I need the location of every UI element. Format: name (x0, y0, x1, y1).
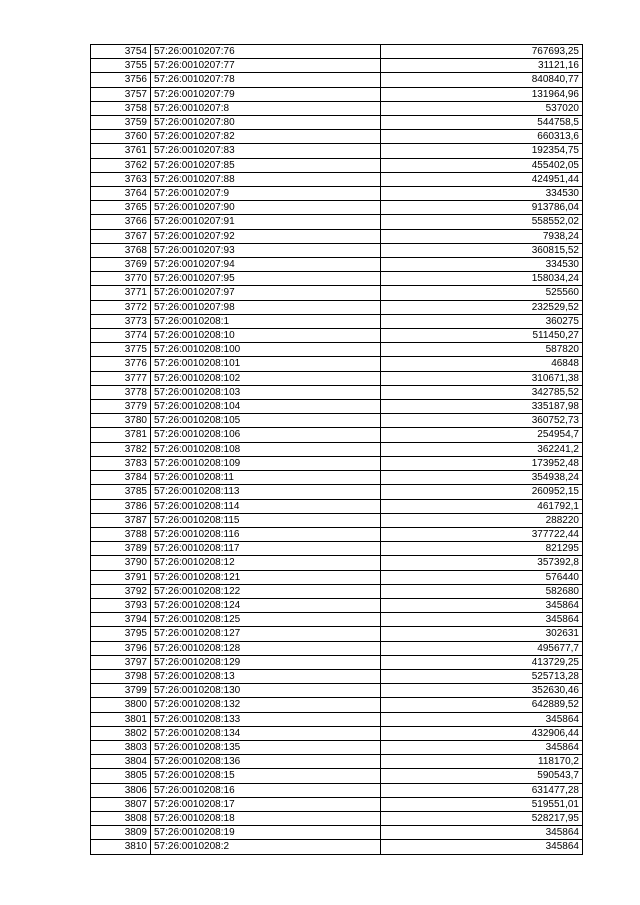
table-row (91, 116, 583, 130)
cadastral-number-cell: 57:26:0010207:92 (151, 229, 381, 243)
cadastral-number-cell: 57:26:0010208:104 (151, 400, 381, 414)
table-row (91, 456, 583, 470)
cadastral-number-cell: 57:26:0010208:105 (151, 414, 381, 428)
table-row (91, 613, 583, 627)
row-number-cell: 3775 (91, 343, 151, 357)
table-row (91, 556, 583, 570)
cadastral-value-cell: 413729,25 (381, 655, 583, 669)
cadastral-value-cell: 360815,52 (381, 243, 583, 257)
cadastral-value-cell: 192354,75 (381, 144, 583, 158)
row-number-cell: 3786 (91, 499, 151, 513)
table-row (91, 442, 583, 456)
cadastral-number-cell: 57:26:0010208:129 (151, 655, 381, 669)
table-row (91, 627, 583, 641)
cadastral-value-cell: 342785,52 (381, 385, 583, 399)
row-number-cell: 3774 (91, 329, 151, 343)
table-row (91, 59, 583, 73)
table-row (91, 755, 583, 769)
table-row (91, 513, 583, 527)
row-number-cell: 3764 (91, 187, 151, 201)
cadastral-value-cell: 345864 (381, 826, 583, 840)
table-row (91, 258, 583, 272)
table-row (91, 641, 583, 655)
cadastral-value-cell: 345864 (381, 598, 583, 612)
cadastral-value-cell: 345864 (381, 712, 583, 726)
table-row (91, 286, 583, 300)
table-row (91, 357, 583, 371)
cadastral-number-cell: 57:26:0010208:19 (151, 826, 381, 840)
cadastral-number-cell: 57:26:0010208:115 (151, 513, 381, 527)
cadastral-number-cell: 57:26:0010208:127 (151, 627, 381, 641)
row-number-cell: 3792 (91, 584, 151, 598)
row-number-cell: 3767 (91, 229, 151, 243)
cadastral-number-cell: 57:26:0010208:136 (151, 755, 381, 769)
cadastral-number-cell: 57:26:0010207:94 (151, 258, 381, 272)
cadastral-number-cell: 57:26:0010207:78 (151, 73, 381, 87)
cadastral-number-cell: 57:26:0010208:109 (151, 456, 381, 470)
cadastral-number-cell: 57:26:0010208:116 (151, 527, 381, 541)
row-number-cell: 3797 (91, 655, 151, 669)
table-row (91, 726, 583, 740)
row-number-cell: 3758 (91, 101, 151, 115)
cadastral-value-cell: 310671,38 (381, 371, 583, 385)
table-row (91, 428, 583, 442)
row-number-cell: 3762 (91, 158, 151, 172)
cadastral-value-cell: 455402,05 (381, 158, 583, 172)
table-row (91, 343, 583, 357)
table-row (91, 740, 583, 754)
cadastral-value-cell: 360275 (381, 314, 583, 328)
cadastral-value-cell: 511450,27 (381, 329, 583, 343)
cadastral-value-cell: 525713,28 (381, 669, 583, 683)
table-row (91, 769, 583, 783)
cadastral-value-cell: 525560 (381, 286, 583, 300)
row-number-cell: 3757 (91, 87, 151, 101)
row-number-cell: 3763 (91, 172, 151, 186)
row-number-cell: 3808 (91, 811, 151, 825)
table-row (91, 215, 583, 229)
row-number-cell: 3768 (91, 243, 151, 257)
cadastral-number-cell: 57:26:0010208:1 (151, 314, 381, 328)
table-row (91, 783, 583, 797)
row-number-cell: 3789 (91, 542, 151, 556)
cadastral-number-cell: 57:26:0010207:83 (151, 144, 381, 158)
row-number-cell: 3803 (91, 740, 151, 754)
cadastral-number-cell: 57:26:0010208:125 (151, 613, 381, 627)
row-number-cell: 3755 (91, 59, 151, 73)
cadastral-value-cell: 158034,24 (381, 272, 583, 286)
cadastral-value-cell: 345864 (381, 840, 583, 854)
cadastral-value-cell: 31121,16 (381, 59, 583, 73)
cadastral-number-cell: 57:26:0010208:11 (151, 471, 381, 485)
cadastral-value-cell: 232529,52 (381, 300, 583, 314)
row-number-cell: 3787 (91, 513, 151, 527)
row-number-cell: 3771 (91, 286, 151, 300)
cadastral-value-cell: 354938,24 (381, 471, 583, 485)
row-number-cell: 3810 (91, 840, 151, 854)
row-number-cell: 3781 (91, 428, 151, 442)
row-number-cell: 3759 (91, 116, 151, 130)
cadastral-value-cell: 254954,7 (381, 428, 583, 442)
cadastral-value-cell: 528217,95 (381, 811, 583, 825)
row-number-cell: 3772 (91, 300, 151, 314)
cadastral-value-cell: 913786,04 (381, 201, 583, 215)
row-number-cell: 3801 (91, 712, 151, 726)
cadastral-value-cell: 173952,48 (381, 456, 583, 470)
cadastral-value-cell: 582680 (381, 584, 583, 598)
cadastral-number-cell: 57:26:0010208:133 (151, 712, 381, 726)
table-row (91, 130, 583, 144)
cadastral-number-cell: 57:26:0010207:91 (151, 215, 381, 229)
table-row (91, 272, 583, 286)
cadastral-value-cell: 352630,46 (381, 684, 583, 698)
table-row (91, 158, 583, 172)
table-row (91, 172, 583, 186)
cadastral-number-cell: 57:26:0010208:12 (151, 556, 381, 570)
table-row (91, 187, 583, 201)
cadastral-number-cell: 57:26:0010208:13 (151, 669, 381, 683)
table-row (91, 797, 583, 811)
cadastral-value-cell: 840840,77 (381, 73, 583, 87)
row-number-cell: 3795 (91, 627, 151, 641)
row-number-cell: 3777 (91, 371, 151, 385)
cadastral-number-cell: 57:26:0010208:135 (151, 740, 381, 754)
row-number-cell: 3765 (91, 201, 151, 215)
row-number-cell: 3794 (91, 613, 151, 627)
cadastral-value-cell: 587820 (381, 343, 583, 357)
table-row (91, 542, 583, 556)
table-row (91, 698, 583, 712)
cadastral-number-cell: 57:26:0010207:82 (151, 130, 381, 144)
table-row (91, 840, 583, 854)
table-row (91, 300, 583, 314)
cadastral-value-cell: 558552,02 (381, 215, 583, 229)
cadastral-value-cell: 377722,44 (381, 527, 583, 541)
cadastral-value-cell: 7938,24 (381, 229, 583, 243)
cadastral-value-cell: 537020 (381, 101, 583, 115)
cadastral-value-cell: 544758,5 (381, 116, 583, 130)
cadastral-number-cell: 57:26:0010208:132 (151, 698, 381, 712)
cadastral-value-cell: 357392,8 (381, 556, 583, 570)
cadastral-number-cell: 57:26:0010207:90 (151, 201, 381, 215)
table-row (91, 87, 583, 101)
cadastral-value-cell: 302631 (381, 627, 583, 641)
table-row (91, 499, 583, 513)
cadastral-value-cell: 432906,44 (381, 726, 583, 740)
cadastral-number-cell: 57:26:0010207:76 (151, 45, 381, 59)
table-row (91, 329, 583, 343)
cadastral-number-cell: 57:26:0010208:16 (151, 783, 381, 797)
row-number-cell: 3809 (91, 826, 151, 840)
cadastral-value-cell: 642889,52 (381, 698, 583, 712)
cadastral-value-cell: 288220 (381, 513, 583, 527)
cadastral-value-cell: 46848 (381, 357, 583, 371)
cadastral-number-cell: 57:26:0010208:113 (151, 485, 381, 499)
row-number-cell: 3806 (91, 783, 151, 797)
row-number-cell: 3760 (91, 130, 151, 144)
cadastral-value-cell: 362241,2 (381, 442, 583, 456)
row-number-cell: 3756 (91, 73, 151, 87)
row-number-cell: 3785 (91, 485, 151, 499)
row-number-cell: 3778 (91, 385, 151, 399)
table-row (91, 385, 583, 399)
table-row (91, 826, 583, 840)
cadastral-number-cell: 57:26:0010208:117 (151, 542, 381, 556)
cadastral-value-cell: 461792,1 (381, 499, 583, 513)
cadastral-value-cell: 335187,98 (381, 400, 583, 414)
cadastral-value-cell: 576440 (381, 570, 583, 584)
table-row (91, 584, 583, 598)
cadastral-number-cell: 57:26:0010207:93 (151, 243, 381, 257)
cadastral-number-cell: 57:26:0010208:101 (151, 357, 381, 371)
table-row (91, 684, 583, 698)
cadastral-number-cell: 57:26:0010208:103 (151, 385, 381, 399)
cadastral-number-cell: 57:26:0010208:108 (151, 442, 381, 456)
row-number-cell: 3804 (91, 755, 151, 769)
cadastral-number-cell: 57:26:0010207:98 (151, 300, 381, 314)
row-number-cell: 3802 (91, 726, 151, 740)
table-row (91, 201, 583, 215)
row-number-cell: 3798 (91, 669, 151, 683)
cadastral-value-cell: 631477,28 (381, 783, 583, 797)
cadastral-number-cell: 57:26:0010208:106 (151, 428, 381, 442)
cadastral-number-cell: 57:26:0010208:15 (151, 769, 381, 783)
table-row (91, 229, 583, 243)
cadastral-number-cell: 57:26:0010207:80 (151, 116, 381, 130)
cadastral-value-cell: 519551,01 (381, 797, 583, 811)
cadastral-number-cell: 57:26:0010208:121 (151, 570, 381, 584)
cadastral-number-cell: 57:26:0010208:18 (151, 811, 381, 825)
cadastral-number-cell: 57:26:0010207:85 (151, 158, 381, 172)
row-number-cell: 3782 (91, 442, 151, 456)
row-number-cell: 3788 (91, 527, 151, 541)
table-row (91, 45, 583, 59)
table-row (91, 73, 583, 87)
cadastral-value-table (90, 44, 583, 855)
cadastral-value-cell: 424951,44 (381, 172, 583, 186)
cadastral-number-cell: 57:26:0010208:17 (151, 797, 381, 811)
cadastral-value-cell: 334530 (381, 187, 583, 201)
table-row (91, 527, 583, 541)
row-number-cell: 3799 (91, 684, 151, 698)
cadastral-value-cell: 345864 (381, 613, 583, 627)
cadastral-number-cell: 57:26:0010208:134 (151, 726, 381, 740)
table-row (91, 811, 583, 825)
cadastral-value-cell: 767693,25 (381, 45, 583, 59)
row-number-cell: 3769 (91, 258, 151, 272)
row-number-cell: 3790 (91, 556, 151, 570)
cadastral-value-cell: 131964,96 (381, 87, 583, 101)
table-row (91, 400, 583, 414)
cadastral-number-cell: 57:26:0010208:10 (151, 329, 381, 343)
table-row (91, 243, 583, 257)
cadastral-number-cell: 57:26:0010208:128 (151, 641, 381, 655)
cadastral-number-cell: 57:26:0010207:79 (151, 87, 381, 101)
table-row (91, 669, 583, 683)
cadastral-number-cell: 57:26:0010207:97 (151, 286, 381, 300)
cadastral-number-cell: 57:26:0010208:2 (151, 840, 381, 854)
row-number-cell: 3796 (91, 641, 151, 655)
table-row (91, 414, 583, 428)
cadastral-number-cell: 57:26:0010207:88 (151, 172, 381, 186)
row-number-cell: 3770 (91, 272, 151, 286)
cadastral-number-cell: 57:26:0010208:102 (151, 371, 381, 385)
cadastral-number-cell: 57:26:0010208:114 (151, 499, 381, 513)
row-number-cell: 3783 (91, 456, 151, 470)
row-number-cell: 3793 (91, 598, 151, 612)
table-row (91, 655, 583, 669)
table-row (91, 598, 583, 612)
row-number-cell: 3776 (91, 357, 151, 371)
row-number-cell: 3800 (91, 698, 151, 712)
row-number-cell: 3761 (91, 144, 151, 158)
cadastral-value-cell: 360752,73 (381, 414, 583, 428)
row-number-cell: 3807 (91, 797, 151, 811)
table-row (91, 101, 583, 115)
row-number-cell: 3754 (91, 45, 151, 59)
table-row (91, 371, 583, 385)
cadastral-number-cell: 57:26:0010207:8 (151, 101, 381, 115)
row-number-cell: 3784 (91, 471, 151, 485)
row-number-cell: 3773 (91, 314, 151, 328)
cadastral-value-cell: 590543,7 (381, 769, 583, 783)
cadastral-number-cell: 57:26:0010208:124 (151, 598, 381, 612)
row-number-cell: 3805 (91, 769, 151, 783)
table-row (91, 712, 583, 726)
cadastral-number-cell: 57:26:0010208:122 (151, 584, 381, 598)
row-number-cell: 3766 (91, 215, 151, 229)
table-row (91, 485, 583, 499)
table-row (91, 144, 583, 158)
cadastral-number-cell: 57:26:0010208:130 (151, 684, 381, 698)
row-number-cell: 3780 (91, 414, 151, 428)
cadastral-value-cell: 495677,7 (381, 641, 583, 655)
cadastral-value-cell: 345864 (381, 740, 583, 754)
cadastral-number-cell: 57:26:0010207:77 (151, 59, 381, 73)
table-row (91, 570, 583, 584)
cadastral-number-cell: 57:26:0010207:9 (151, 187, 381, 201)
table-row (91, 471, 583, 485)
cadastral-value-cell: 660313,6 (381, 130, 583, 144)
cadastral-value-cell: 821295 (381, 542, 583, 556)
table-body (91, 45, 583, 855)
row-number-cell: 3779 (91, 400, 151, 414)
cadastral-number-cell: 57:26:0010207:95 (151, 272, 381, 286)
row-number-cell: 3791 (91, 570, 151, 584)
cadastral-value-cell: 334530 (381, 258, 583, 272)
cadastral-number-cell: 57:26:0010208:100 (151, 343, 381, 357)
cadastral-value-cell: 118170,2 (381, 755, 583, 769)
table-row (91, 314, 583, 328)
cadastral-value-cell: 260952,15 (381, 485, 583, 499)
